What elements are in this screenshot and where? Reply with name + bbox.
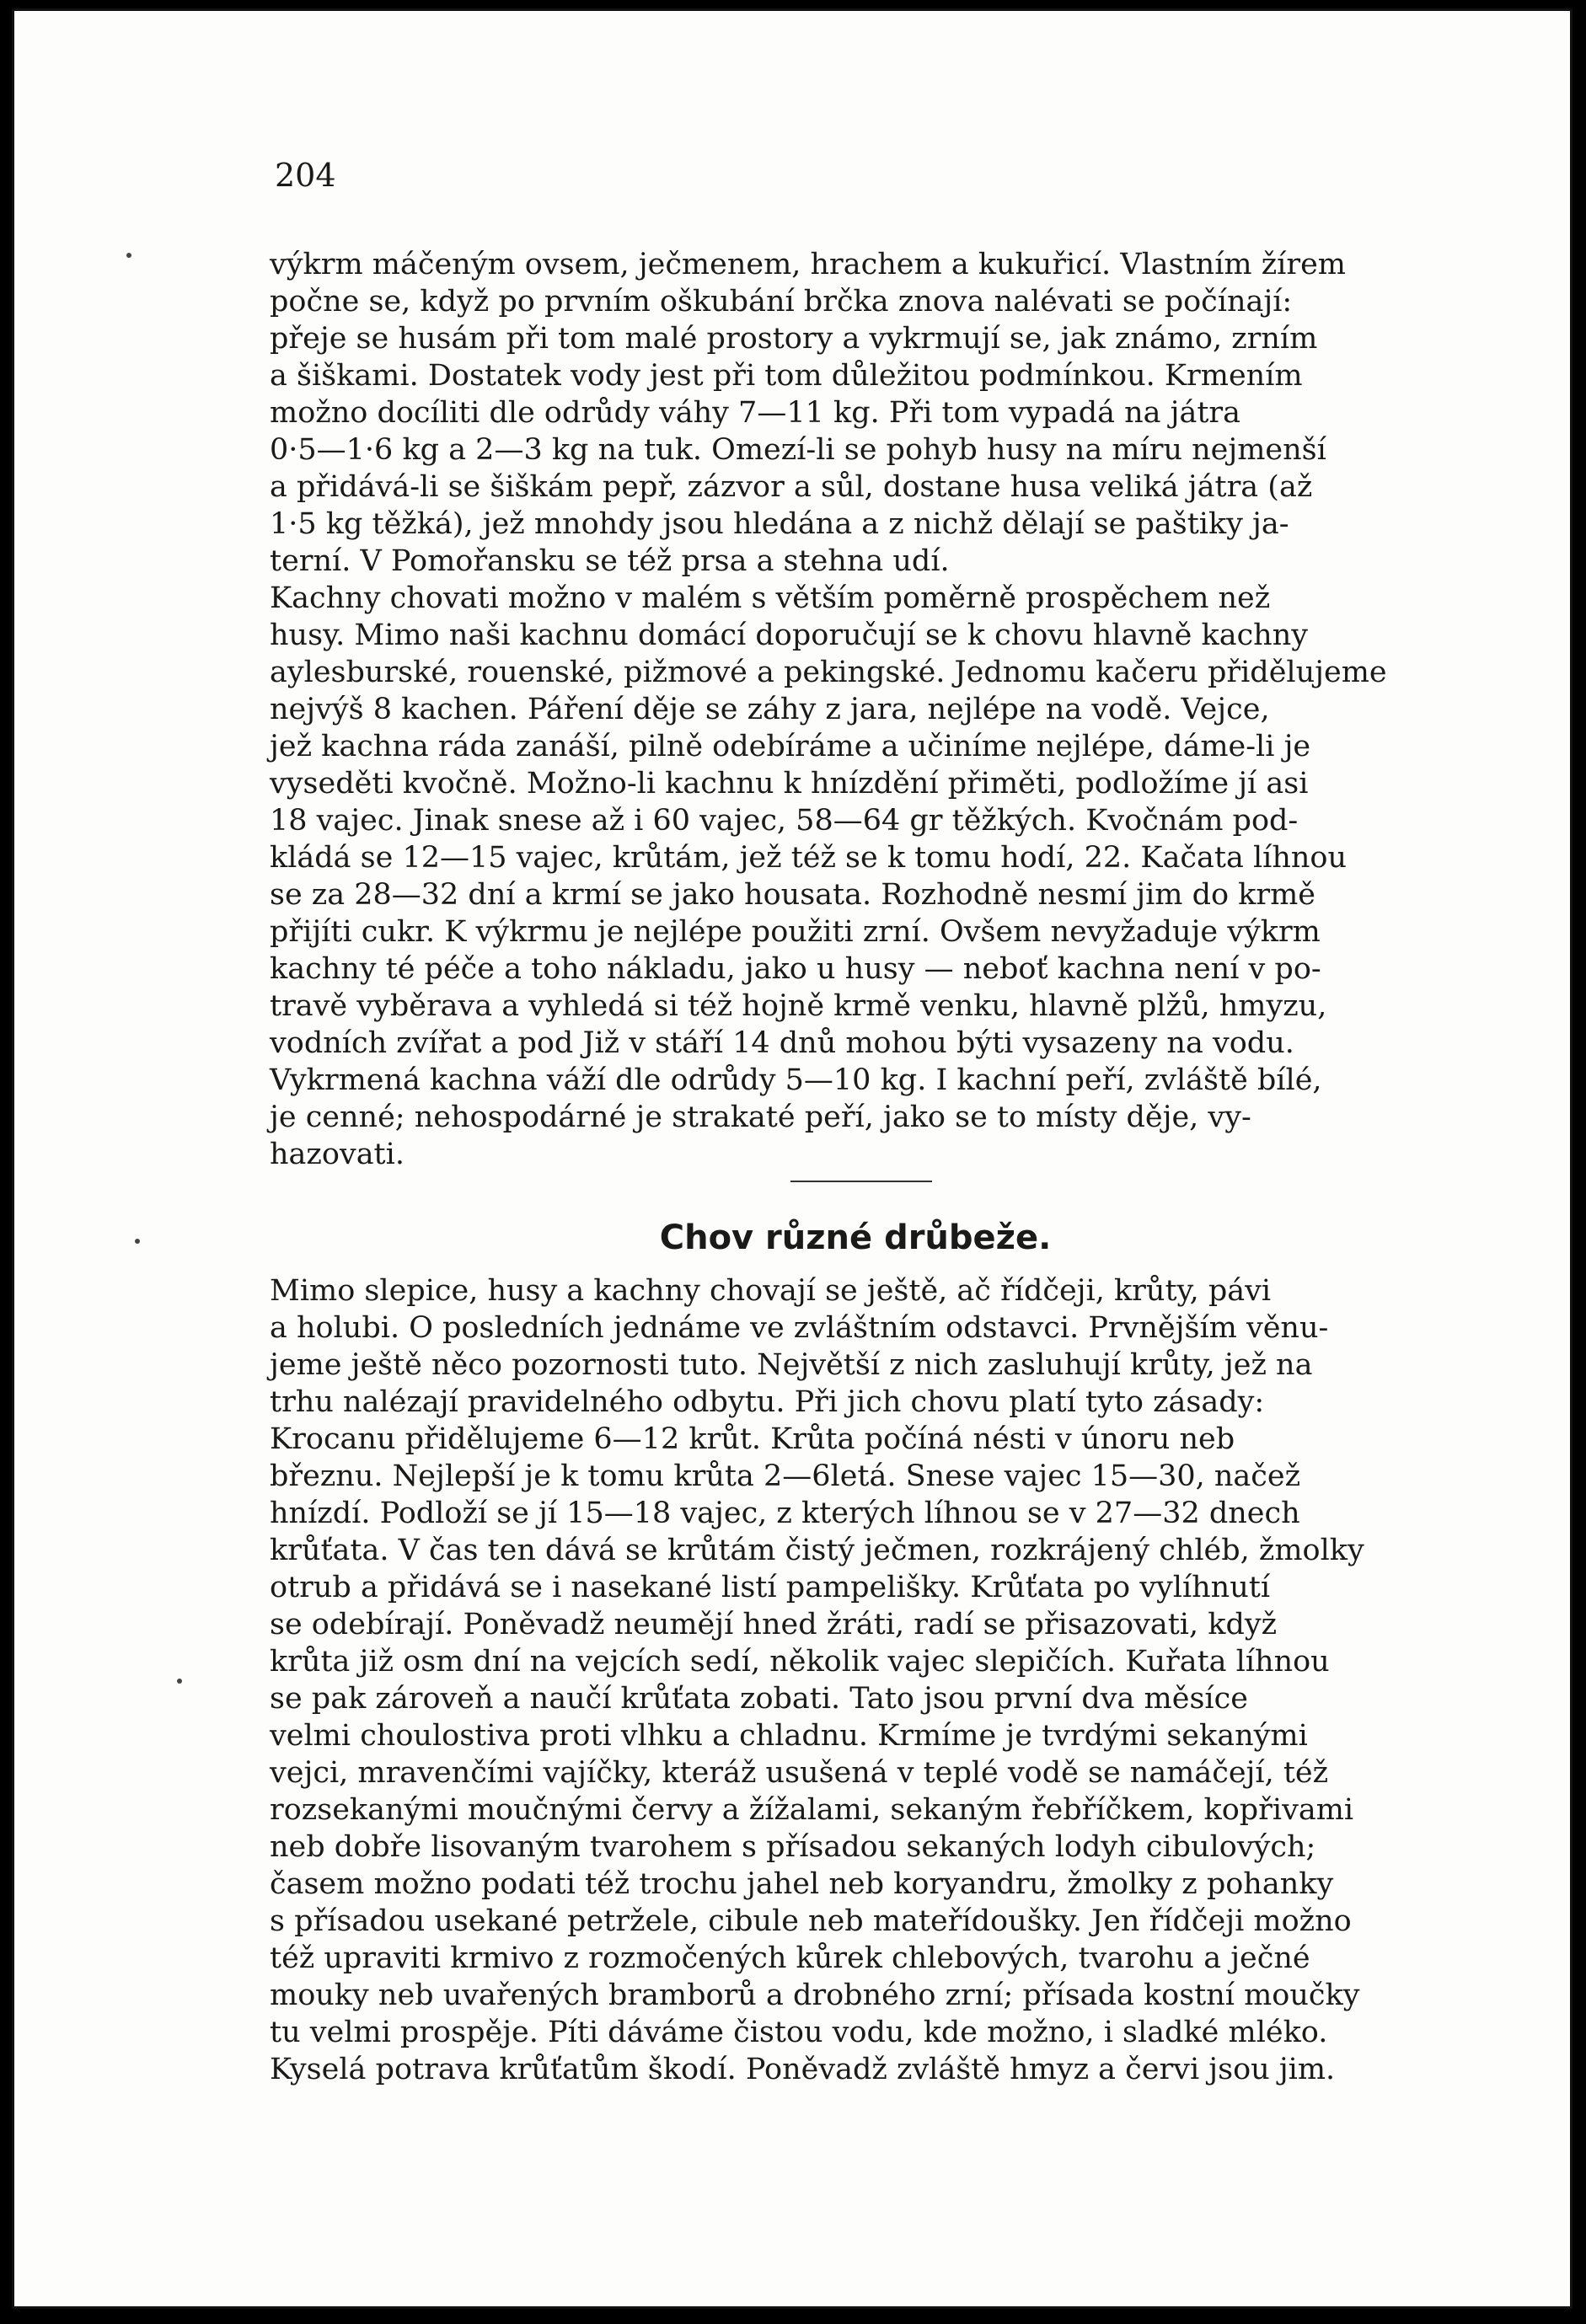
text-line: možno docíliti dle odrůdy váhy 7—11 kg. Při tom vypadá na játra xyxy=(270,396,1241,430)
text-line: neb dobře lisovaným tvarohem s přísadou sekaných lodyh cibulových; xyxy=(270,1830,1316,1864)
scan-speck xyxy=(126,253,131,258)
text-line: vyseděti kvočně. Možno-li kachnu k hnízdění přiměti, podložíme jí asi xyxy=(270,767,1309,801)
text-line: se odebírají. Poněvadž neumějí hned žráti, radí se přisazovati, když xyxy=(270,1608,1278,1641)
text-line: tu velmi prospěje. Píti dáváme čistou vodu, kde možno, i sladké mléko. xyxy=(270,2016,1328,2049)
section-1-text xyxy=(270,246,1441,1173)
text-line: otrub a přidává se i nasekané listí pampelišky. Krůťata po vylíhnutí xyxy=(270,1571,1271,1604)
text-line: Krocanu přidělujeme 6—12 krůt. Krůta počíná nésti v únoru neb xyxy=(270,1422,1235,1456)
text-line: a přidává-li se šiškám pepř, zázvor a sůl, dostane husa veliká játra (až xyxy=(270,470,1313,504)
text-line: Vykrmená kachna váží dle odrůdy 5—10 kg. I kachní peří, zvláště bílé, xyxy=(270,1063,1322,1097)
text-line: aylesburské, rouenské, pižmové a pekingské. Jednomu kačeru přidělujeme xyxy=(270,656,1387,689)
text-line: nejvýš 8 kachen. Páření děje se záhy z jara, nejlépe na vodě. Vejce, xyxy=(270,693,1270,726)
scan-speck xyxy=(135,1239,140,1244)
text-line: březnu. Nejlepší je k tomu krůta 2—6letá. Snese vajec 15—30, načež xyxy=(270,1459,1301,1493)
text-line: kachny té péče a toho nákladu, jako u husy — neboť kachna není v po- xyxy=(270,952,1321,986)
text-line: travě vyběrava a vyhledá si též hojně krmě venku, hlavně plžů, hmyzu, xyxy=(270,989,1327,1023)
text-line: 0·5—1·6 kg a 2—3 kg na tuk. Omezí-li se pohyb husy na míru nejmenší xyxy=(270,433,1326,467)
text-line: hazovati. xyxy=(270,1138,405,1171)
text-line: přeje se husám při tom malé prostory a vykrmují se, jak známo, zrním xyxy=(270,322,1318,356)
text-line: hnízdí. Podloží se jí 15—18 vajec, z kterých líhnou se v 27—32 dnech xyxy=(270,1497,1300,1530)
section-divider xyxy=(790,1181,932,1182)
text-line: se za 28—32 dní a krmí se jako housata. Rozhodně nesmí jim do krmě xyxy=(270,878,1316,912)
text-line: mouky neb uvařených bramborů a drobného zrní; přísada kostní moučky xyxy=(270,1979,1360,2012)
text-line: časem možno podati též trochu jahel neb koryandru, žmolky z pohanky xyxy=(270,1867,1334,1901)
text-line: rozsekanými moučnými červy a žížalami, sekaným řebříčkem, kopřivami xyxy=(270,1793,1354,1827)
text-line: trhu nalézají pravidelného odbytu. Při jich chovu platí tyto zásady: xyxy=(270,1385,1265,1419)
text-line: je cenné; nehospodárné je strakaté peří, jako se to místy děje, vy- xyxy=(270,1100,1251,1134)
text-line: kládá se 12—15 vajec, krůtám, jež též se k tomu hodí, 22. Kačata líhnou xyxy=(270,841,1348,875)
text-line: Kyselá potrava krůťatům škodí. Poněvadž zvláště hmyz a červi jsou jim. xyxy=(270,2053,1336,2086)
text-line: krůťata. V čas ten dává se krůtám čistý ječmen, rozkrájený chléb, žmolky xyxy=(270,1534,1364,1567)
section-heading: Chov různé drůbeže. xyxy=(659,1218,1052,1257)
text-line: 18 vajec. Jinak snese až i 60 vajec, 58—64 gr těžkých. Kvočnám pod- xyxy=(270,804,1299,838)
text-line: Mimo slepice, husy a kachny chovají se ještě, ač řídčeji, krůty, pávi xyxy=(270,1274,1272,1308)
page-number: 204 xyxy=(275,157,336,194)
section-2-text xyxy=(270,1272,1441,2088)
text-line: počne se, když po prvním oškubání brčka znova nalévati se počínají: xyxy=(270,285,1293,319)
text-line: též upraviti krmivo z rozmočených kůrek chlebových, tvarohu a ječné xyxy=(270,1941,1310,1975)
text-line: velmi choulostiva proti vlhku a chladnu. Krmíme je tvrdými sekanými xyxy=(270,1719,1308,1753)
text-line: vejci, mravenčími vajíčky, kteráž usušená v teplé vodě se namáčejí, též xyxy=(270,1756,1329,1790)
text-line: Kachny chovati možno v malém s větším poměrně prospěchem než xyxy=(270,581,1271,615)
text-line: vodních zvířat a pod Již v stáří 14 dnů mohou býti vysazeny na vodu. xyxy=(270,1026,1294,1060)
book-page xyxy=(12,8,1573,2309)
text-line: 1·5 kg těžká), jež mnohdy jsou hledána a z nichž dělají se paštiky ja- xyxy=(270,507,1289,541)
text-line: jeme ještě něco pozornosti tuto. Největší z nich zasluhují krůty, jež na xyxy=(270,1348,1313,1382)
text-line: a holubi. O posledních jednáme ve zvláštním odstavci. Prvnějším věnu- xyxy=(270,1311,1329,1345)
text-line: s přísadou usekané petržele, cibule neb mateřídoušky. Jen řídčeji možno xyxy=(270,1904,1352,1938)
text-line: se pak zároveň a naučí krůťata zobati. Tato jsou první dva měsíce xyxy=(270,1682,1248,1716)
text-line: přijíti cukr. K výkrmu je nejlépe použiti zrní. Ovšem nevyžaduje výkrm xyxy=(270,915,1321,949)
text-line: a šiškami. Dostatek vody jest při tom důležitou podmínkou. Krmením xyxy=(270,359,1303,393)
text-line: výkrm máčeným ovsem, ječmenem, hrachem a kukuřicí. Vlastním žírem xyxy=(270,248,1346,281)
text-line: jež kachna ráda zanáší, pilně odebíráme a učiníme nejlépe, dáme-li je xyxy=(270,730,1311,763)
text-line: krůta již osm dní na vejcích sedí, několik vajec slepičích. Kuřata líhnou xyxy=(270,1645,1330,1679)
text-line: terní. V Pomořansku se též prsa a stehna udí. xyxy=(270,544,950,578)
text-line: husy. Mimo naši kachnu domácí doporučují se k chovu hlavně kachny xyxy=(270,618,1309,652)
scan-speck xyxy=(177,1679,182,1684)
